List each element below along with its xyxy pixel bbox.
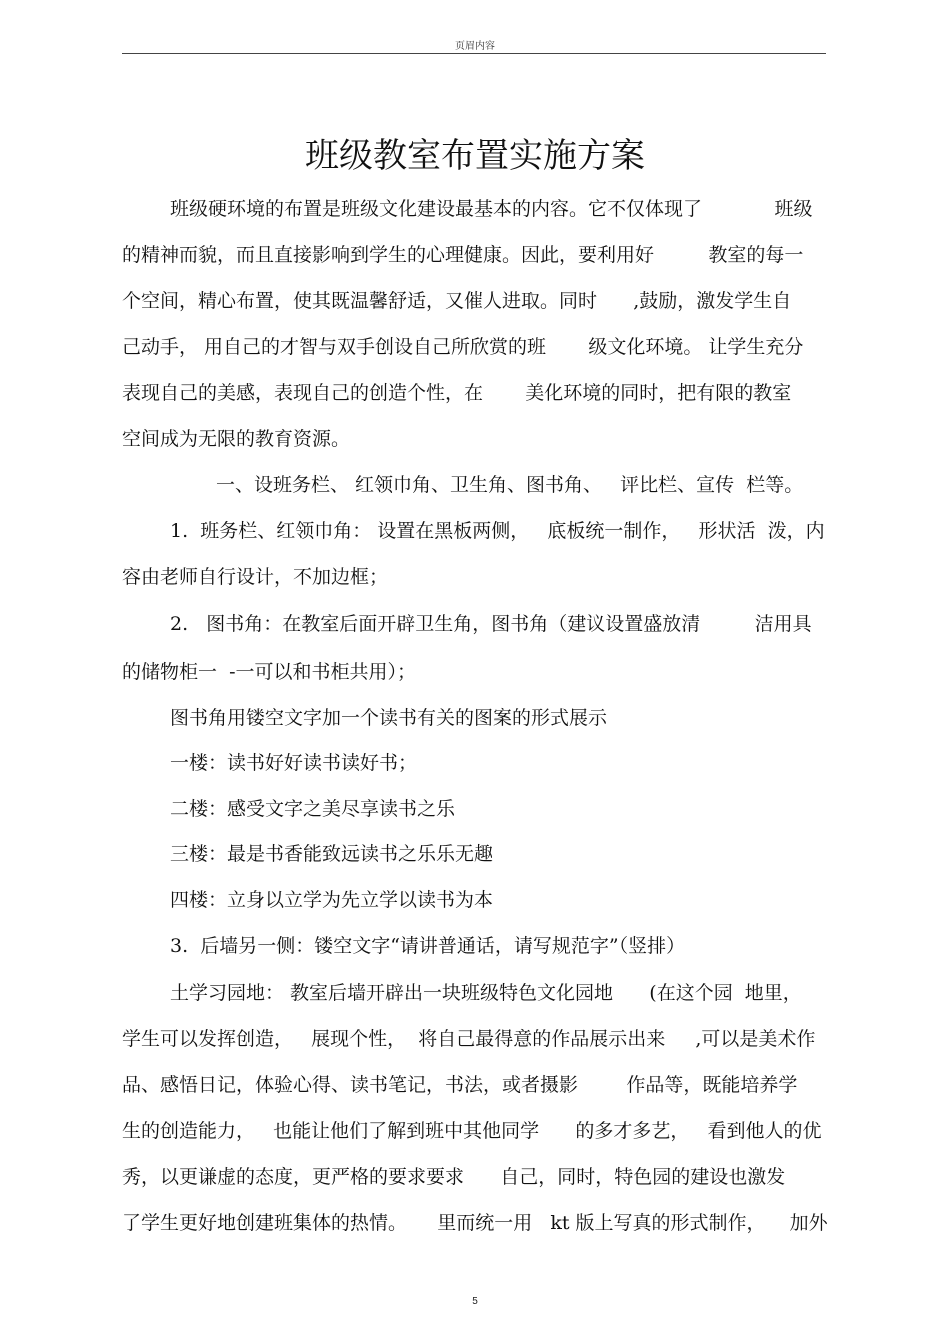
body-line: 容由老师自行设计，不加边框；	[122, 566, 389, 588]
header-divider	[122, 53, 826, 54]
body-line: 个空间，精心布置，使其既温馨舒适，又催人进取。同时 ,鼓励，激发学生自	[122, 290, 792, 312]
page-number: 5	[472, 1296, 478, 1307]
body-line: 己动手， 用自己的才智与双手创设自己所欣赏的班 级文化环境。 让学生充分	[122, 336, 804, 358]
body-line: 表现自己的美感，表现自己的创造个性，在 美化环境的同时，把有限的教室	[122, 382, 792, 404]
document-title: 班级教室布置实施方案	[305, 136, 645, 176]
body-line: 图书角用镂空文字加一个读书有关的图案的形式展示	[170, 707, 608, 729]
section-heading: 一、设班务栏、 红领巾角、卫生角、图书角、 评比栏、宣传 栏等。	[216, 474, 804, 496]
floor-slogan: 一楼：读书好好读书读好书；	[170, 752, 418, 774]
body-line: 生的创造能力， 也能让他们了解到班中其他同学 的多才多艺， 看到他人的优	[122, 1120, 822, 1142]
body-line: 班级硬环境的布置是班级文化建设最基本的内容。它不仅体现了 班级	[170, 198, 813, 220]
body-line: 的精神而貌，而且直接影响到学生的心理健康。因此，要利用好 教室的每一	[122, 244, 804, 266]
floor-slogan: 四楼：立身以立学为先立学以读书为本	[170, 889, 494, 911]
list-item: 2. 图书角：在教室后面开辟卫生角，图书角（建议设置盛放清 洁用具	[170, 613, 812, 635]
body-line: 了学生更好地创建班集体的热情。 里而统一用 kt 版上写真的形式制作， 加外	[122, 1212, 828, 1234]
body-line: 空间成为无限的教育资源。	[122, 428, 351, 450]
list-item: 3. 后墙另一侧：镂空文字“请讲普通话，请写规范字”（竖排）	[170, 935, 686, 957]
floor-slogan: 三楼：最是书香能致远读书之乐乐无趣	[170, 843, 494, 865]
list-item: 1. 班务栏、红领巾角： 设置在黑板两侧， 底板统一制作， 形状活 泼，内	[170, 520, 825, 542]
page-header-text: 页眉内容	[455, 41, 495, 52]
body-line: 学生可以发挥创造， 展现个性， 将自己最得意的作品展示出来 ,可以是美术作	[122, 1028, 816, 1050]
body-line: 品、感悟日记，体验心得、读书笔记，书法，或者摄影 作品等，既能培养学	[122, 1074, 798, 1096]
body-line: 土学习园地： 教室后墙开辟出一块班级特色文化园地 (在这个园 地里，	[170, 982, 802, 1004]
body-line: 秀，以更谦虚的态度，更严格的要求要求 自己，同时，特色园的建设也激发	[122, 1166, 786, 1188]
body-line: 的储物柜一 -一可以和书柜共用）；	[122, 661, 416, 683]
floor-slogan: 二楼：感受文字之美尽享读书之乐	[170, 798, 456, 820]
